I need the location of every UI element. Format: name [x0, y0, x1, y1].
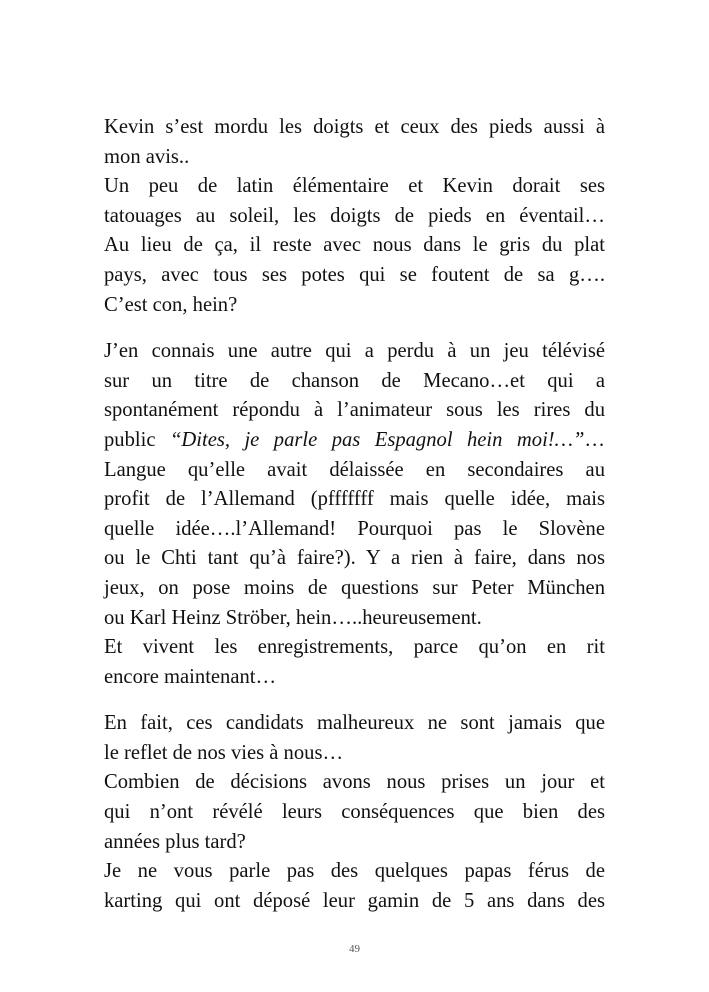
text-line: tatouages au soleil, les doigts de pieds en éventail…: [104, 204, 605, 227]
text-line: Langue qu’elle avait délaissée en secondaires au: [104, 458, 605, 481]
text-line: Et vivent les enregistrements, parce qu’on en rit: [104, 636, 605, 659]
text-line: pays, avec tous ses potes qui se foutent de sa g….: [104, 263, 605, 286]
body-text: [104, 113, 605, 933]
text-line: encore maintenant…: [104, 665, 277, 688]
text-line: Au lieu de ça, il reste avec nous dans le gris du plat: [104, 234, 605, 257]
text-line: le reflet de nos vies à nous…: [104, 741, 344, 764]
paragraph-3: [104, 709, 605, 916]
text-line: C’est con, hein?: [104, 293, 238, 316]
text-line: ou Karl Heinz Ströber, hein…..heureusement.: [104, 606, 482, 629]
text-line: années plus tard?: [104, 830, 246, 853]
text-line: spontanément répondu à l’animateur sous les rires du: [104, 399, 605, 422]
text-fragment: public: [104, 428, 170, 451]
text-line: profit de l’Allemand (pfffffff mais quelle idée, mais: [104, 488, 605, 511]
page-number: 49: [349, 943, 360, 955]
text-line: jeux, on pose moins de questions sur Peter München: [104, 576, 605, 599]
text-line: ou le Chti tant qu’à faire?). Y a rien à faire, dans nos: [104, 547, 605, 570]
text-fragment: …: [584, 428, 606, 451]
paragraph-2: [104, 337, 605, 692]
paragraph-1: [104, 113, 605, 320]
text-line: Kevin s’est mordu les doigts et ceux des pieds aussi à: [104, 116, 605, 138]
text-line: karting qui ont déposé leur gamin de 5 ans dans des: [104, 889, 605, 912]
text-line: mon avis..: [104, 145, 190, 168]
text-line: Un peu de latin élémentaire et Kevin dorait ses: [104, 175, 605, 198]
text-line: J’en connais une autre qui a perdu à un jeu télévisé: [104, 340, 605, 363]
text-line: qui n’ont révélé leurs conséquences que bien des: [104, 801, 605, 824]
text-line: En fait, ces candidats malheureux ne sont jamais que: [104, 712, 605, 735]
text-line: quelle idée….l’Allemand! Pourquoi pas le Slovène: [104, 517, 605, 540]
text-line-with-quote: [104, 426, 605, 456]
text-line: Je ne vous parle pas des quelques papas férus de: [104, 860, 605, 883]
text-line: Combien de décisions avons nous prises un jour et: [104, 771, 605, 794]
text-line: sur un titre de chanson de Mecano…et qui a: [104, 369, 605, 392]
quoted-speech: “Dites, je parle pas Espagnol hein moi!…”: [169, 428, 585, 451]
